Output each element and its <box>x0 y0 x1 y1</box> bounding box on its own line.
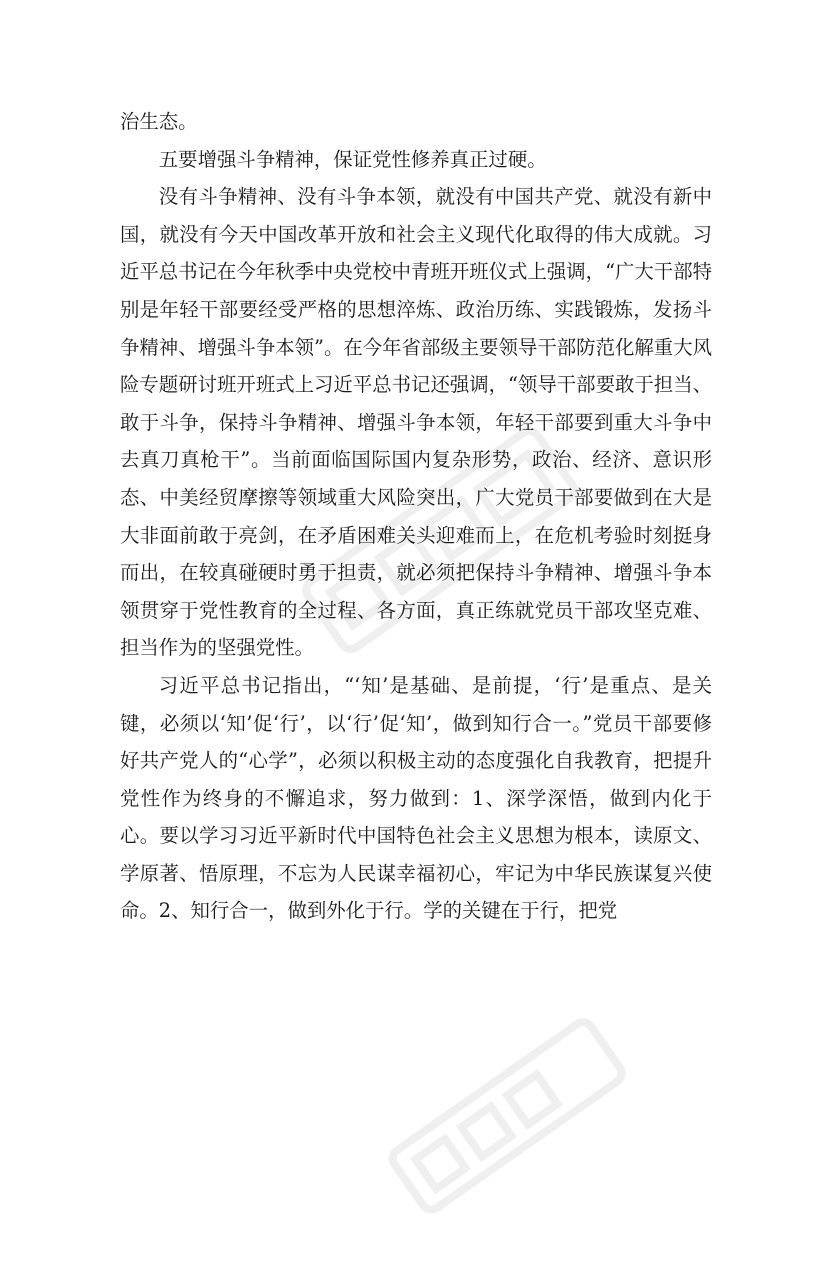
paragraph: 没有斗争精神、没有斗争本领，就没有中国共产党、就没有新中国，就没有今天中国改革开放和社会主义现代化取得的伟大成就。习近平总书记在今年秋季中央党校中青班开班仪式上强调，“广大干部特别是年轻干部要经受严格的思想淬炼、政治历练、实践锻炼，发扬斗争精神、增强斗争本领”。在今年省部级主要领导干部防范化解重大风险专题研讨班开班式上习近平总书记还强调，“领导干部要敢于担当、敢于斗争，保持斗争精神、增强斗争本领，年轻干部要到重大斗争中去真刀真枪干”。当前面临国际国内复杂形势，政治、经济、意识形态、中美经贸摩擦等领域重大风险突出，广大党员干部要做到在大是大非面前敢于亮剑，在矛盾困难关头迎难而上，在危机考验时刻挺身而出，在较真碰硬时勇于担责，就必须把保持斗争精神、增强斗争本领贯穿于党性教育的全过程、各方面，真正练就党员干部攻坚克难、担当作为的坚强党性。 <box>120 185 712 660</box>
paragraph-continuation: 治生态。 <box>120 110 198 133</box>
section-heading: 五要增强斗争精神，保证党性修养真正过硬。 <box>158 147 547 171</box>
paragraph: 习近平总书记指出，“‘知’是基础、是前提，‘行’是重点、是关键，必须以‘知’促‘行’，以‘行’促‘知’，做到知行合一。”党员干部要修好共产党人的“心学”，必须以积极主动的态度强化自我教育，把提升党性作为终身的不懈追求，努力做到：1、深学深悟，做到内化于心。要以学习习近平新时代中国特色社会主义思想为根本，读原文、学原著、悟原理，不忘为人民谋幸福初心，牢记为中华民族谋复兴使命。2、知行合一，做到外化于行。学的关键在于行，把党 <box>120 673 712 923</box>
watermark-logo-bottom <box>346 964 674 1276</box>
document-body <box>120 103 712 930</box>
